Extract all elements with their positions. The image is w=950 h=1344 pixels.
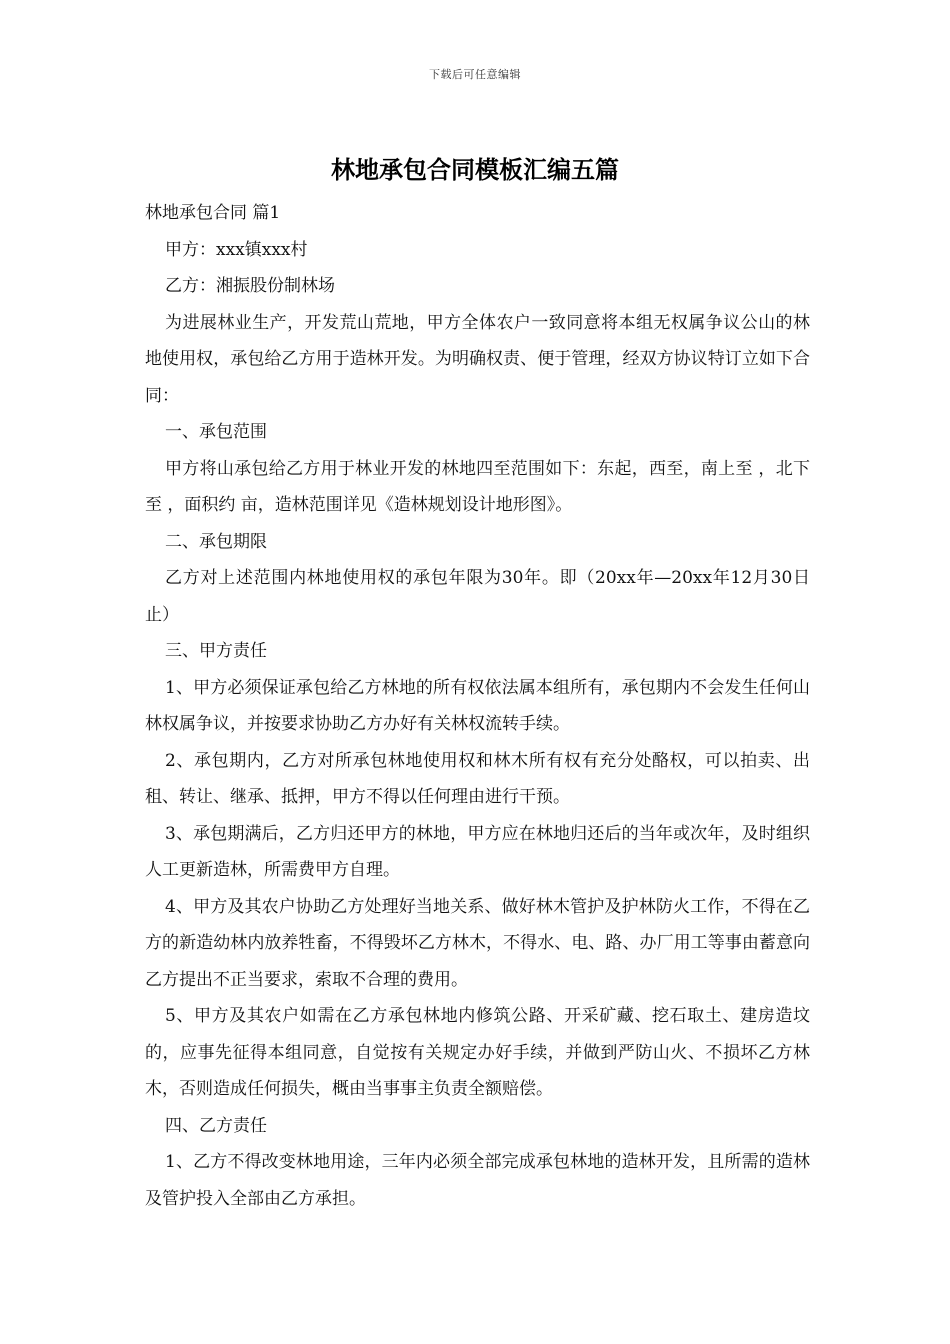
- paragraph: 乙方对上述范围内林地使用权的承包年限为30年。即（20xx年—20xx年12月30日止）: [145, 568, 810, 625]
- paragraph: 5、甲方及其农户如需在乙方承包林地内修筑公路、开采矿藏、挖石取土、建房造坟的，应事先征得本组同意，自觉按有关规定办好手续，并做到严防山火、不损坏乙方林木，否则造成任何损失，概由当事事主负责全额赔偿。: [145, 1006, 810, 1099]
- paragraph: 四、乙方责任: [165, 1115, 267, 1136]
- document-title: 林地承包合同模板汇编五篇: [331, 155, 619, 184]
- paragraph: 4、甲方及其农户协助乙方处理好当地关系、做好林木管护及护林防火工作，不得在乙方的新造幼林内放养牲畜，不得毁坏乙方林木，不得水、电、路、办厂用工等事由蓄意向乙方提出不正当要求，索取不合理的费用。: [145, 896, 810, 990]
- header-note: 下载后可任意编辑: [429, 68, 521, 81]
- document-body: [145, 195, 810, 1217]
- paragraph: 二、承包期限: [165, 531, 267, 552]
- paragraph: 为进展林业生产，开发荒山荒地，甲方全体农户一致同意将本组无权属争议公山的林地使用权，承包给乙方用于造林开发。为明确权责、便于管理，经双方协议特订立如下合同：: [145, 312, 810, 406]
- paragraph: 2、承包期内，乙方对所承包林地使用权和林木所有权有充分处酪权，可以拍卖、出租、转让、继承、抵押，甲方不得以任何理由进行干预。: [145, 750, 810, 807]
- paragraph: 一、承包范围: [165, 422, 267, 442]
- paragraph: 林地承包合同 篇1: [145, 203, 281, 223]
- paragraph: 1、乙方不得改变林地用途，三年内必须全部完成承包林地的造林开发，且所需的造林及管护投入全部由乙方承担。: [145, 1152, 810, 1209]
- paragraph: 1、甲方必须保证承包给乙方林地的所有权依法属本组所有，承包期内不会发生任何山林权属争议，并按要求协助乙方办好有关林权流转手续。: [145, 677, 810, 734]
- paragraph: 3、承包期满后，乙方归还甲方的林地，甲方应在林地归还后的当年或次年，及时组织人工更新造林，所需费甲方自理。: [145, 823, 810, 880]
- paragraph: 乙方：湘振股份制林场: [165, 276, 335, 296]
- paragraph: 三、甲方责任: [165, 641, 267, 661]
- paragraph: 甲方将山承包给乙方用于林业开发的林地四至范围如下：东起，西至，南上至 ，北下至 ，面积约 亩，造林范围详见《造林规划设计地形图》。: [145, 458, 810, 515]
- paragraph: 甲方：xxx镇xxx村: [165, 239, 308, 260]
